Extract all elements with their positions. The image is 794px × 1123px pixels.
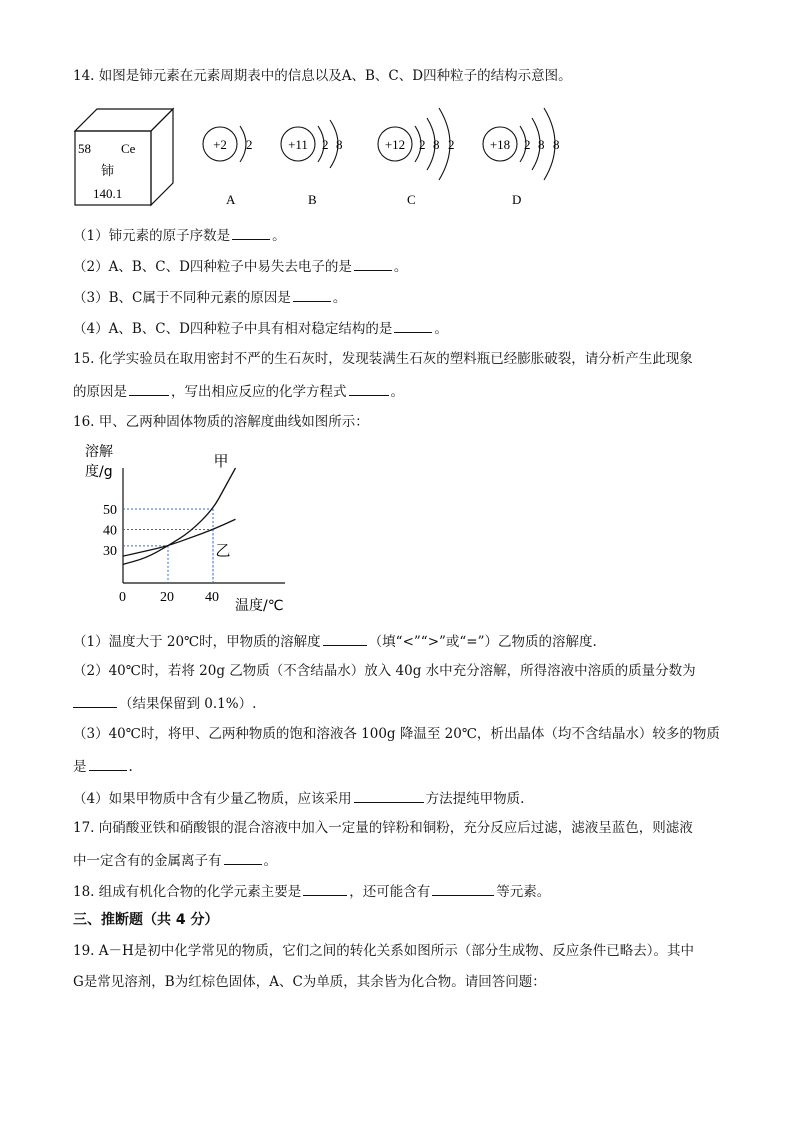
x-tick-label: 0 bbox=[119, 590, 126, 605]
q16-sub2-line2 bbox=[73, 693, 256, 713]
q17-line2 bbox=[73, 850, 277, 870]
q16-sub2-text-b: （结果保留到 0.1%）. bbox=[119, 696, 257, 712]
series-label-yi: 乙 bbox=[215, 541, 231, 560]
q16-sub3-text-c: . bbox=[128, 759, 133, 775]
q16-sub1-text-b: （填“<”“>”或“=”）乙物质的溶解度. bbox=[368, 634, 597, 650]
q16-sub3-line1: （3）40℃时，将甲、乙两种物质的饱和溶液各 100g 降温至 20℃，析出晶体（均不含结晶水）较多的物质 bbox=[73, 726, 720, 742]
particle-label: C bbox=[407, 192, 416, 207]
q14-sub4-end: 。 bbox=[434, 321, 448, 337]
answer-blank[interactable] bbox=[394, 318, 432, 333]
q16-stem: 16. 甲、乙两种固体物质的溶解度曲线如图所示： bbox=[73, 414, 369, 430]
answer-blank[interactable] bbox=[349, 381, 389, 396]
x-tick-label: 40 bbox=[205, 590, 219, 605]
q17-text-b: 。 bbox=[263, 853, 277, 869]
particle-a-diagram bbox=[198, 118, 268, 213]
answer-blank[interactable] bbox=[73, 693, 117, 708]
shell-electrons: 2 bbox=[448, 137, 455, 152]
q14-sub2-end: 。 bbox=[393, 259, 408, 275]
answer-blank[interactable] bbox=[354, 788, 424, 803]
atomic-number: 58 bbox=[78, 141, 91, 156]
q17-line1: 17. 向硝酸亚铁和硝酸银的混合溶液中加入一定量的锌粉和铜粉，充分反应后过滤，滤液呈蓝色，则滤液 bbox=[73, 820, 693, 836]
particle-label: D bbox=[512, 192, 522, 207]
q18-text-a: 18. 组成有机化合物的化学元素主要是 bbox=[73, 884, 302, 900]
q16-sub2-line1: （2）40℃时，若将 20g 乙物质（不含结晶水）放入 40g 水中充分溶解，所得溶液中溶质的质量分数为 bbox=[73, 663, 696, 679]
y-tick-label: 50 bbox=[103, 503, 117, 518]
cerium-element-box bbox=[73, 103, 183, 213]
particle-label: B bbox=[308, 192, 317, 207]
q16-sub3-text-b: 是 bbox=[73, 759, 87, 775]
q15-line1: 15. 化学实验员在取用密封不严的生石灰时，发现装满生石灰的塑料瓶已经膨胀破裂，请分析产生此现象 bbox=[73, 351, 693, 367]
q19-line1: 19. A－H是初中化学常见的物质，它们之间的转化关系如图所示（部分生成物、反应条件已略去）。其中 bbox=[73, 943, 695, 959]
answer-blank[interactable] bbox=[232, 225, 270, 240]
answer-blank[interactable] bbox=[303, 881, 347, 896]
q16-sub1 bbox=[73, 631, 597, 651]
nucleus-charge: +11 bbox=[288, 137, 308, 152]
q14-sub3-text: （3）B、C属于不同种元素的原因是 bbox=[73, 290, 291, 306]
q14-sub2 bbox=[73, 256, 407, 276]
element-name: 铈 bbox=[101, 164, 115, 179]
q14-sub4-text: （4）A、B、C、D四种粒子中具有相对稳定结构的是 bbox=[73, 321, 393, 337]
q18-line bbox=[73, 881, 550, 901]
particle-b-diagram bbox=[276, 118, 366, 213]
series-label-jia: 甲 bbox=[213, 452, 229, 470]
q14-sub2-text: （2）A、B、C、D四种粒子中易失去电子的是 bbox=[73, 259, 352, 275]
q18-text-c: 等元素。 bbox=[496, 884, 551, 900]
solubility-chart bbox=[75, 438, 315, 618]
q14-sub1 bbox=[73, 225, 286, 245]
x-axis-label: 温度/℃ bbox=[235, 598, 284, 614]
element-symbol: Ce bbox=[121, 141, 136, 156]
shell-electrons: 8 bbox=[553, 137, 560, 152]
q15-text-b: ，写出相应反应的化学方程式 bbox=[171, 384, 347, 400]
particle-d-diagram bbox=[480, 104, 580, 213]
answer-blank[interactable] bbox=[354, 256, 392, 271]
shell-electrons: 8 bbox=[433, 137, 440, 152]
q15-text-c: 。 bbox=[390, 384, 404, 400]
shell-electrons: 2 bbox=[322, 137, 329, 152]
q17-text-a: 中一定含有的金属离子有 bbox=[73, 853, 222, 869]
q18-text-b: ，还可能含有 bbox=[349, 884, 431, 900]
nucleus-charge: +12 bbox=[384, 137, 406, 152]
q16-sub4-text-a: （4）如果甲物质中含有少量乙物质，应该采用 bbox=[73, 791, 352, 807]
answer-blank[interactable] bbox=[323, 631, 367, 646]
answer-blank[interactable] bbox=[224, 850, 262, 865]
particle-label: A bbox=[226, 192, 236, 207]
q16-sub1-text-a: （1）温度大于 20℃时，甲物质的溶解度 bbox=[73, 634, 321, 650]
q16-sub4-text-b: 方法提纯甲物质. bbox=[425, 791, 525, 807]
section-title: 三、推断题（共 4 分） bbox=[73, 912, 219, 928]
nucleus-charge: +18 bbox=[489, 137, 511, 152]
q15-line2 bbox=[73, 381, 404, 401]
q16-sub4 bbox=[73, 788, 524, 808]
nucleus-charge: +2 bbox=[213, 137, 227, 152]
q16-sub3-line2 bbox=[73, 756, 133, 776]
shell-electrons: 8 bbox=[538, 137, 545, 152]
shell-electrons: 8 bbox=[336, 137, 343, 152]
y-tick-label: 40 bbox=[103, 523, 117, 539]
answer-blank[interactable] bbox=[89, 756, 127, 771]
answer-blank[interactable] bbox=[293, 287, 331, 302]
y-axis-label-line2: 度/g bbox=[85, 464, 113, 480]
q14-sub1-text: （1）铈元素的原子序数是 bbox=[73, 228, 231, 244]
y-tick-label: 30 bbox=[103, 544, 117, 559]
x-tick-label: 20 bbox=[160, 590, 174, 605]
atomic-mass: 140.1 bbox=[93, 186, 123, 201]
shell-electrons: 2 bbox=[524, 137, 531, 152]
q15-text-a: 的原因是 bbox=[73, 384, 127, 400]
shell-electrons: 2 bbox=[419, 137, 426, 152]
q14-sub3-end: 。 bbox=[332, 290, 347, 306]
answer-blank[interactable] bbox=[129, 381, 169, 396]
q14-sub4 bbox=[73, 318, 448, 338]
y-axis-label-line1: 溶解 bbox=[85, 444, 113, 460]
shell-electrons: 2 bbox=[246, 137, 253, 152]
q14-stem: 14. 如图是铈元素在元素周期表中的信息以及A、B、C、D四种粒子的结构示意图。 bbox=[73, 68, 572, 84]
particle-c-diagram bbox=[375, 104, 475, 213]
q14-sub3 bbox=[73, 287, 346, 307]
q14-sub1-end: 。 bbox=[272, 228, 286, 244]
answer-blank[interactable] bbox=[432, 881, 494, 896]
q19-line2: G是常见溶剂，B为红棕色固体，A、C为单质，其余皆为化合物。请回答问题： bbox=[73, 974, 546, 990]
